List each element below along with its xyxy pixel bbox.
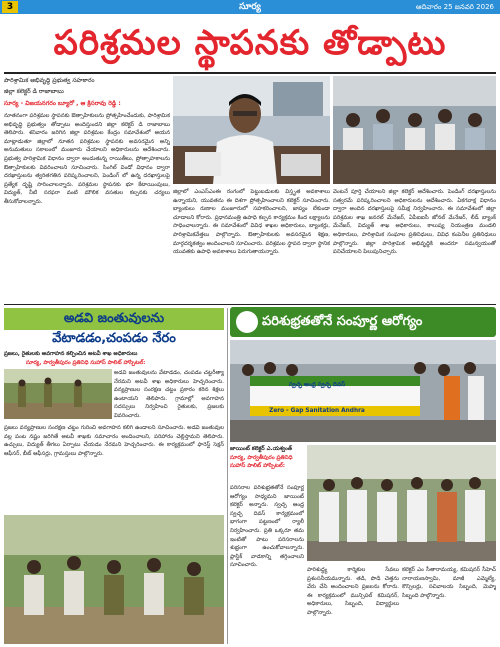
dateline: సూర్య - విజయనగరం బ్యూరో , ఆ క్రిసరావు రెడ్డి : — [4, 100, 121, 107]
left-column-1: అడవి జంతువులను వేటాడడం, చంపడం చట్టరీత్యా నేరమని అటవీ శాఖ అధికారులు హెచ్చరించారు. వన్యప్రాణుల సంరక్షణ చట్టం ప్రకారం కఠిన శిక్షలు ఉంటాయని తెలిపారు. గ్రామాల్లో అవగాహన సదస్సులు నిర్వహించి రైతులకు, ప్రజలకు వివరించారు. — [114, 370, 224, 419]
right-column-1: పరిసరాల పరిశుభ్రతతోనే సంపూర్ణ ఆరోగ్యం సాధ్యమని జాయింట్ కలెక్టర్ అన్నారు. స్వచ్ఛ ఆంధ్ర స్వచ్ఛ దివస్ కార్యక్రమంలో భాగంగా పట్టణంలో ర్యాలీ నిర్వహించారు. ప్రతి ఒక్కరూ తమ ఇంటితో పాటు పరిసరాలను శుభ్రంగా ఉంచుకోవాలన్నారు. ప్లాస్టిక్ వాడకాన్ని తగ్గించాలని సూచించారు. — [230, 485, 304, 569]
banner-line-2: Zero - Gap Sanitation Andhra — [269, 408, 365, 414]
main-headline: పరిశ్రమల స్థాపనకు తోడ్పాటు — [53, 23, 447, 63]
forest-officers-photo — [4, 369, 112, 419]
story-kicker — [4, 76, 172, 108]
left-byline: సూర్య, పార్వతీపురం ప్రతినిధి సుహాస్ పాలిట్ హాస్పిటల్: — [26, 360, 146, 366]
subkicker-line: జిల్లా కలెక్టర్ డి రాజాబాబు — [4, 88, 64, 95]
collector-photo — [173, 76, 330, 184]
left-kicker: ప్రజలు, రైతులకు అవగాహన కల్పించిన అటవీ శాఖ అధికారులు — [4, 351, 138, 357]
sanitation-rally-photo — [230, 340, 496, 442]
story-column-2: జిల్లాలో ఎంఎస్ఎంఈ రంగంలో పెట్టుబడులకు విస్తృత అవకాశాలు ఉన్నాయని, యువతను ఈ దిశగా ప్రోత్సహించాలని కలెక్టర్ సూచించారు. బ్యాంకులు రుణాల మంజూరులో సహకరించాలని, జాప్యం లేకుండా చూడాలని కోరారు. ప్రధానమంత్రి ఉపాధి కల్పన కార్యక్రమం కింద లక్ష్యాలను సాధించాలన్నారు. ఈ సమావేశంలో వివిధ శాఖల అధికారులు, బ్యాంకర్లు, పారిశ్రామికవేత్తలు పాల్గొన్నారు. ఔత్సాహికులకు అవసరమైన శిక్షణ, మార్గదర్శకత్వం అందించాలని సూచించారు. పరిశ్రమల స్థాపన ద్వారా స్థానిక యువతకు ఉపాధి అవకాశాలు పెరుగుతాయన్నారు. — [173, 189, 330, 256]
paper-name: సూర్య — [239, 2, 261, 12]
left-column-2: ప్రజలు వన్యప్రాణుల సంరక్షణ చట్టం గురించి అవగాహన కలిగి ఉండాలని సూచించారు. అడవి జంతువుల వల్ల పంట నష్టం జరిగితే అటవీ శాఖకు సమాచారం అందించాలని, పరిహారం చెల్లిస్తామని తెలిపారు. ఉచ్చులు, విద్యుత్ తీగలు ఏర్పాటు చేయడం నేరమని హెచ్చరించారు. ఈ కార్యక్రమంలో ఫారెస్ట్ సెక్షన్ ఆఫీసర్, బీట్ ఆఫీసర్లు, గ్రామస్తులు పాల్గొన్నారు. — [4, 425, 224, 457]
cleanliness-pledge-photo — [307, 445, 496, 561]
section-title-line-2: వేటాడడం,చంపడం నేరం — [4, 330, 224, 348]
section-title: పరిశుభ్రతతోనే సంపూర్ణ ఆరోగ్యం — [262, 314, 423, 329]
story-column-1: నూతనంగా పరిశ్రమల స్థాపనకు ఔత్సాహికులను ప్రోత్సహించేందుకు, పారిశ్రామిక అభివృద్ధి ప్రభుత్వం తోడ్పాటు అందిస్తుందని జిల్లా కలెక్టర్ డి రాజాబాబు తెలిపారు. శనివారం జరిగిన జిల్లా పరిశ్రమల కేంద్రం సమావేశంలో ఆయన మాట్లాడుతూ జిల్లాలో నూతన పరిశ్రమల స్థాపనకు అవసరమైన అన్ని అనుమతులు సకాలంలో మంజూరు చేయాలని అధికారులను ఆదేశించారు. ప్రభుత్వ పారిశ్రామిక విధానం ద్వారా అందుతున్న రాయితీలు, ప్రోత్సాహకాలను ఔత్సాహికులకు వివరించాలని సూచించారు. సింగిల్ విండో విధానం ద్వారా దరఖాస్తులను త్వరితగతిన పరిష్కరించాలని, పెండింగ్ లో ఉన్న దరఖాస్తులపై ప్రత్యేక దృష్టి సారించాలన్నారు. పరిశ్రమల స్థాపనకు భూ కేటాయింపులు, విద్యుత్, నీటి సరఫరా వంటి మౌలిక వసతుల కల్పనకు చర్యలు తీసుకోవాలన్నారు. — [4, 113, 170, 205]
meeting-photo — [333, 76, 496, 184]
right-kicker: జాయింట్ కలెక్టర్ ఎ.యశ్వంత్ — [230, 446, 293, 452]
kicker-line: పారిశ్రామిక అభివృద్ధి ప్రభుత్వ సహకారం — [4, 77, 95, 84]
column-divider — [227, 308, 228, 644]
right-column-3: కలెక్టర్ ఎం సీతారామయ్య, కమిషనర్ సీహెచ్ నారాయణస్వామి, మాజీ ఎమ్మెల్యే, కౌన్సిలర్లు, సచివాలయ సిబ్బంది, మెప్మా సిబ్బంది పాల్గొన్నారు. — [402, 567, 496, 599]
page-number: 3 — [2, 1, 18, 13]
banner-line-1: స్వచ్ఛ ఆంధ్ర స్వచ్ఛ దివస్ — [288, 382, 346, 388]
right-byline: సూర్య, పార్వతీపురం ప్రతినిధి సుహాస్ పాలిట్ హాస్పిటల్: — [230, 455, 293, 469]
story-column-3: వెంటనే పూర్తి చేయాలని జిల్లా కలెక్టర్ ఆదేశించారు. పెండింగ్ దరఖాస్తులను సత్వరమే పరిష్కరించాలని అధికారులను ఆదేశించారు. ఏకగవాక్ష విధానం ద్వారా అందిన దరఖాస్తులపై సమీక్ష నిర్వహించారు. ఈ సమావేశంలో జిల్లా పరిశ్రమల శాఖ జనరల్ మేనేజర్, ఏపీఐఐసీ జోనల్ మేనేజర్, లీడ్ బ్యాంక్ మేనేజర్, విద్యుత్ శాఖ అధికారులు, కాలుష్య నియంత్రణ మండలి అధికారులు, పారిశ్రామిక సంఘాల ప్రతినిధులు, వివిధ కంపెనీల ప్రతినిధులు పాల్గొన్నారు. జిల్లా పారిశ్రామిక అభివృద్ధికి అందరూ సమన్వయంతో పనిచేయాలని పిలుపునిచ్చారు. — [333, 189, 496, 256]
section-title-line-1: అడవి జంతువులను — [63, 311, 165, 326]
header-date: ఆదివారం 25 జనవరి 2026 — [415, 3, 494, 11]
divider — [4, 72, 496, 74]
divider — [4, 304, 496, 305]
awareness-meeting-photo — [4, 515, 224, 644]
cleanliness-icon — [236, 311, 258, 333]
right-column-2: పారిశుద్ధ్య కార్మికుల సేవలు ప్రశంసనీయమన్నారు. తడి, పొడి చెత్తను వేరు చేసి అందించాలని ప్రజలను కోరారు. ఈ కార్యక్రమంలో మున్సిపల్ కమిషనర్, అధికారులు, సిబ్బంది, విద్యార్థులు పాల్గొన్నారు. — [307, 567, 399, 616]
